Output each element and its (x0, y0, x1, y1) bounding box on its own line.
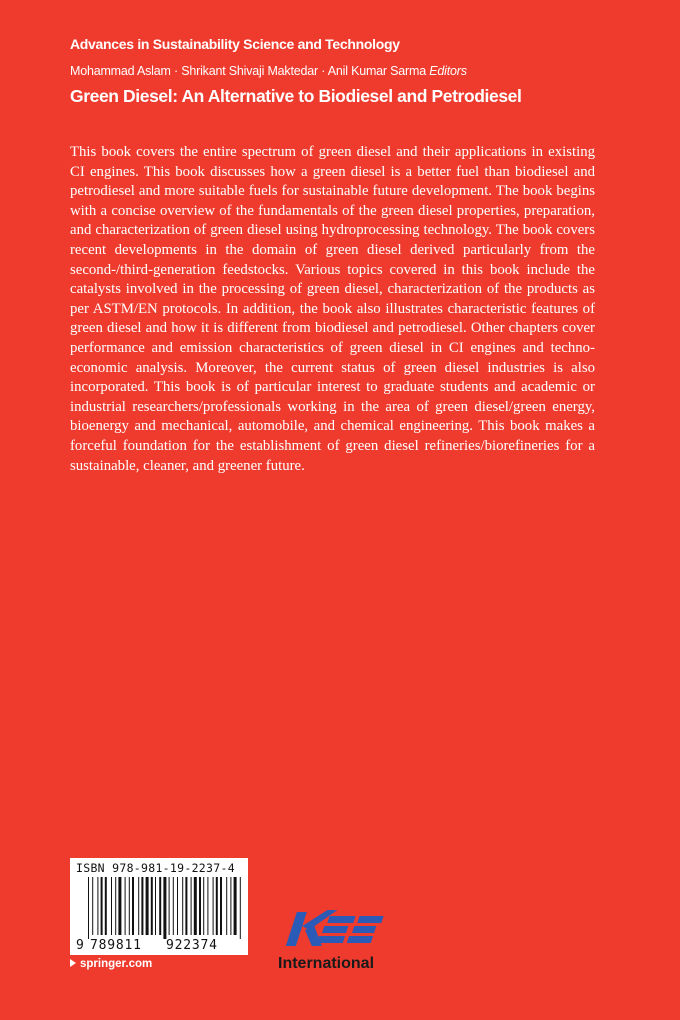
barcode-digits-right: 922374 (166, 938, 218, 953)
editors-role: Editors (429, 64, 467, 78)
book-description: This book covers the entire spectrum of green diesel and their applications in existing CI engines. This book discusses how a green diesel is a better fuel than biodiesel and petrodiesel and more suitable fuels for sustainable future development. The book begins with a concise overview of the fundamentals of the green diesel properties, preparation, and characterization of green diesel using hydroprocessing technology. The book covers recent developments in the domain of green diesel derived particularly from the second-/third-generation feedstocks. Various topics covered in this book include the catalysts involved in the processing of green diesel, characterization of the products as per ASTM/EN protocols. In addition, the book also illustrates characteristic features of green diesel and how it is different from biodiesel and petrodiesel. Other chapters cover performance and emission characteristics of green diesel in CI engines and techno-economic analysis. Moreover, the current status of green diesel industries is also incorporated. This book is of particular interest to graduate students and academic or industrial researchers/professionals working in the area of green diesel/green energy, bioenergy and mechanical, automobile, and chemical engineering. This book makes a forceful foundation for the establishment of green diesel refineries/biorefineries for a sustainable, cleaner, and greener future. (70, 144, 595, 474)
arrow-icon (70, 959, 76, 967)
book-title: Green Diesel: An Alternative to Biodiesel and Petrodiesel (70, 86, 522, 106)
springer-link[interactable] (70, 958, 152, 970)
logo-subtext: International (278, 955, 375, 972)
editor-names: Mohammad Aslam · Shrikant Shivaji Maktedar · Anil Kumar Sarma (70, 64, 426, 78)
editors-line (70, 64, 467, 78)
kes-international-logo (272, 890, 412, 972)
isbn-label: ISBN 978-981-19-2237-4 (76, 861, 235, 875)
barcode-graphic (70, 858, 248, 955)
springer-url: springer.com (80, 958, 153, 970)
barcode-digits-left: 789811 (90, 938, 142, 953)
series-name: Advances in Sustainability Science and Technology (70, 36, 400, 52)
barcode-digit-lead: 9 (76, 938, 84, 953)
isbn-barcode (70, 858, 248, 955)
